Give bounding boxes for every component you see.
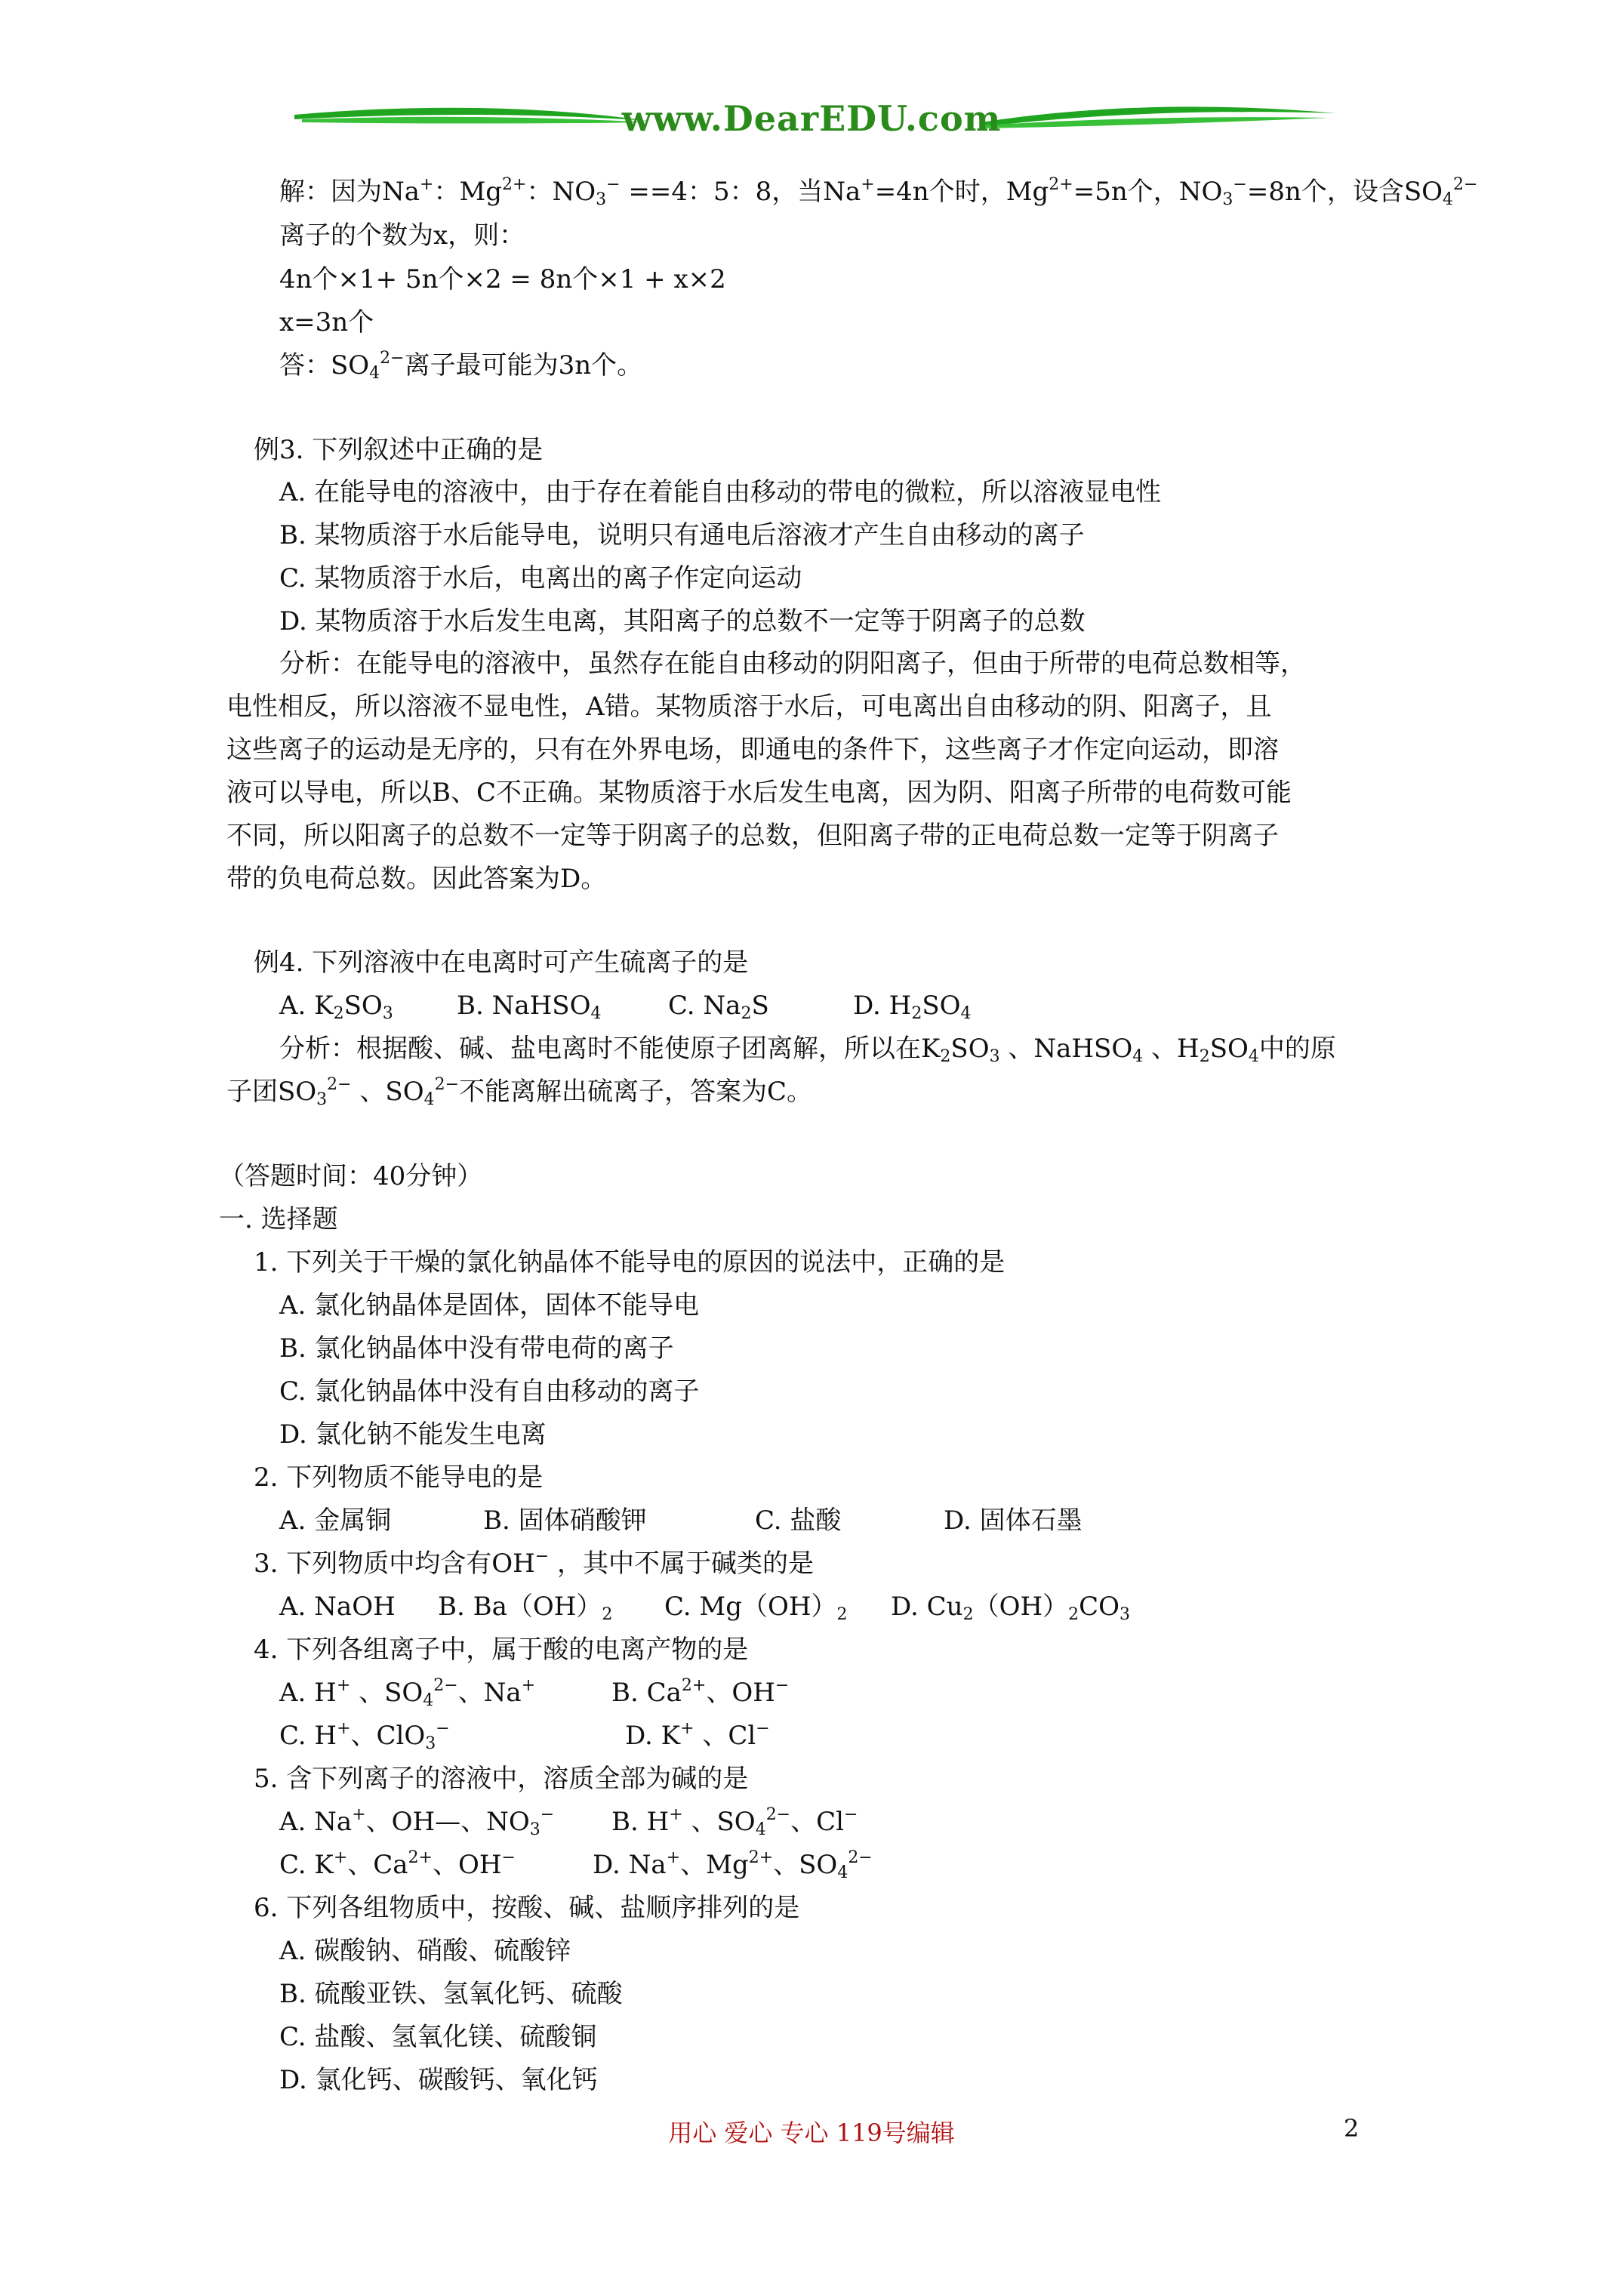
question-5: 5. 含下列离子的溶液中，溶质全部为碱的是 <box>254 1764 749 1794</box>
exam-time: （答题时间：40分钟） <box>219 1161 483 1191</box>
site-url: www.DearEDU.com <box>621 98 1002 139</box>
question-4: 4. 下列各组离子中，属于酸的电离产物的是 <box>254 1635 749 1665</box>
example-4-option-b: B. NaHSO$_4$ <box>457 991 602 1023</box>
question-5-option-d: D. Na+、$Mg^{2+}$、$SO_4^{2-}$ <box>593 1848 873 1882</box>
example-4-option-a: A. $K_2SO_3$ <box>279 991 393 1023</box>
question-1-option-b: B. 氯化钠晶体中没有带电荷的离子 <box>279 1333 674 1364</box>
solution-line-1: 解：因为Na+：$Mg^{2+}$：$NO_3^- ==4$：5：8，当Na+=4n个时，$Mg^{2+}=5n$个，$NO_3^-=8n$个，设含$SO_4^{2-}$ <box>279 175 1478 209</box>
question-3: 3. 下列物质中均含有OH− ，其中不属于碱类的是 <box>254 1547 815 1579</box>
example-4-option-d: D. $H_2SO_4$ <box>853 991 972 1023</box>
section-heading: 一. 选择题 <box>219 1204 338 1234</box>
footer-text: 用心 爱心 专心 119号编辑 <box>668 2119 955 2147</box>
question-6-option-d: D. 氯化钙、碳酸钙、氧化钙 <box>279 2065 598 2095</box>
example-3-analysis-2: 电性相反，所以溶液不显电性，A错。某物质溶于水后，可电离出自由移动的阴、阳离子，且 <box>226 692 1272 722</box>
question-4-option-d: D. K+ 、Cl− <box>625 1719 770 1751</box>
example-3-analysis-4: 液可以导电，所以B、C不正确。某物质溶于水后发生电离，因为阴、阳离子所带的电荷数可能 <box>226 778 1292 808</box>
question-1-option-d: D. 氯化钠不能发生电离 <box>279 1419 547 1450</box>
solution-answer: 答：$SO_4^{2-}$离子最可能为3n个。 <box>279 349 643 383</box>
example-3-option-b: B. 某物质溶于水后能导电，说明只有通电后溶液才产生自由移动的离子 <box>279 520 1085 550</box>
example-3-analysis-5: 不同，所以阳离子的总数不一定等于阴离子的总数，但阳离子带的正电荷总数一定等于阴离子 <box>226 821 1279 851</box>
solution-equation: 4n个×1+ 5n个×2 = 8n个×1 + x×2 <box>279 264 726 294</box>
question-4-option-a: A. H+ 、$SO_4^{2-}$、Na+ <box>279 1676 536 1710</box>
question-2-option-d: D. 固体石墨 <box>944 1505 1083 1536</box>
question-3-option-b: B. $Ba(OH)_2$ <box>438 1592 613 1624</box>
question-3-option-a: A. NaOH <box>279 1592 396 1622</box>
question-1: 1. 下列关于干燥的氯化钠晶体不能导电的原因的说法中，正确的是 <box>254 1247 1006 1277</box>
example-3-analysis-1: 分析：在能导电的溶液中，虽然存在能自由移动的阴阳离子，但由于所带的电荷总数相等， <box>279 649 1306 679</box>
question-6-option-c: C. 盐酸、氢氧化镁、硫酸铜 <box>279 2022 597 2052</box>
example-4-analysis-2: 子团$SO_3^{2-}$ 、$SO_4^{2-}$不能离解出硫离子，答案为C。 <box>226 1075 813 1109</box>
question-3-option-d: D. $Cu_2(OH)_2CO_3$ <box>891 1592 1130 1624</box>
example-3-option-c: C. 某物质溶于水后，电离出的离子作定向运动 <box>279 563 802 593</box>
question-2: 2. 下列物质不能导电的是 <box>254 1462 544 1493</box>
question-4-option-b: B. $Ca^{2+}$、OH− <box>611 1676 790 1708</box>
question-2-option-a: A. 金属铜 <box>279 1505 392 1536</box>
example-3-title: 例3. 下列叙述中正确的是 <box>254 435 544 465</box>
page-number: 2 <box>1344 2114 1360 2143</box>
example-3-analysis-3: 这些离子的运动是无序的，只有在外界电场，即通电的条件下，这些离子才作定向运动，即溶 <box>226 735 1279 765</box>
question-6-option-a: A. 碳酸钠、硝酸、硫酸锌 <box>279 1936 571 1966</box>
question-3-option-c: C. $Mg(OH)_2$ <box>664 1592 848 1624</box>
example-3-analysis-6: 带的负电荷总数。因此答案为D。 <box>226 864 607 894</box>
question-2-option-b: B. 固体硝酸钾 <box>483 1505 647 1536</box>
question-5-option-c: C. K+、$Ca^{2+}$、OH− <box>279 1848 516 1880</box>
question-1-option-c: C. 氯化钠晶体中没有自由移动的离子 <box>279 1376 700 1407</box>
solution-line-2: 离子的个数为x，则： <box>279 220 525 251</box>
question-5-option-a: A. Na+、OH—、$NO_3^-$ <box>279 1805 555 1839</box>
question-6-option-b: B. 硫酸亚铁、氢氧化钙、硫酸 <box>279 1979 623 2009</box>
question-6: 6. 下列各组物质中，按酸、碱、盐顺序排列的是 <box>254 1893 800 1923</box>
example-3-option-d: D. 某物质溶于水后发生电离，其阳离子的总数不一定等于阴离子的总数 <box>279 606 1086 636</box>
example-3-option-a: A. 在能导电的溶液中，由于存在着能自由移动的带电的微粒，所以溶液显电性 <box>279 477 1162 507</box>
example-4-title: 例4. 下列溶液中在电离时可产生硫离子的是 <box>254 948 749 978</box>
example-4-analysis-1: 分析：根据酸、碱、盐电离时不能使原子团离解，所以在$K_2SO_3$ 、NaHSO$_4$ 、$H_2SO_4$中的原 <box>279 1034 1336 1066</box>
question-2-option-c: C. 盐酸 <box>755 1505 842 1536</box>
question-1-option-a: A. 氯化钠晶体是固体，固体不能导电 <box>279 1290 700 1321</box>
solution-result: x=3n个 <box>279 307 374 337</box>
question-4-option-c: C. H+、ClO$_3$− <box>279 1719 450 1753</box>
question-5-option-b: B. H+ 、$SO_4^{2-}$、Cl− <box>611 1805 858 1839</box>
example-4-option-c: C. $Na_2S$ <box>668 991 769 1023</box>
